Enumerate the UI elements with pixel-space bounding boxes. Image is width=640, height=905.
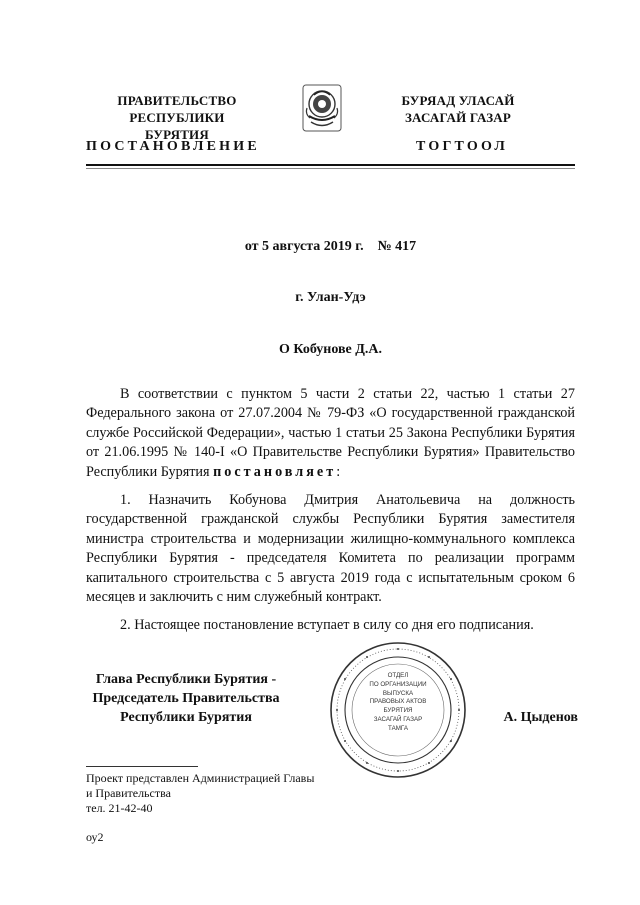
item-1-paragraph: 1. Назначить Кобунова Дмитрия Анатольевича на должность государственной гражданской службы Республики Бурятия заместителя министра строительства и модернизации жилищно-коммунального комплекса Республики Бурятия - председателя Комитета по реализации программ капитального строительства с 5 августа 2019 года с испытательным сроком 6 месяцев и заключить с ним служебный контракт. <box>86 492 575 606</box>
header-divider-thick <box>86 164 575 166</box>
preamble-text: В соответствии с пунктом 5 части 2 статьи 22, частью 1 статьи 27 Федерального закона от 27.07.2004 № 79-ФЗ «О государственной гражданской службе Российской Федерации», частью 1 статьи 25 Закона Республики Бурятия от 21.06.1995 № 140-I «О Правительстве Республики Бурятия» Правительство Республики Бурятия <box>86 386 575 480</box>
header-right-line1: БУРЯАД УЛАСАЙ <box>401 93 515 108</box>
footer-divider <box>86 766 198 767</box>
stamp-text-line: ТАМГА <box>388 724 408 732</box>
signatory-position <box>78 670 294 727</box>
item-2-paragraph: 2. Настоящее постановление вступает в силу со дня его подписания. <box>120 617 534 634</box>
footer-line1: Проект представлен Администрацией Главы <box>86 771 315 785</box>
footer-line2: и Правительства <box>86 786 171 800</box>
document-title: О Кобунове Д.А. <box>278 342 383 357</box>
stamp-text-line: ПРАВОВЫХ АКТОВ <box>369 698 427 706</box>
document-city: г. Улан-Удэ <box>295 290 366 305</box>
header-right-doc-type: ТОГТООЛ <box>416 139 509 154</box>
footer-notes <box>86 771 314 845</box>
header-right-org <box>378 92 538 126</box>
official-round-stamp <box>328 640 468 780</box>
header-left-org <box>96 92 258 143</box>
footer-phone: тел. 21-42-40 <box>86 801 153 815</box>
header-right-line2: ЗАСАГАЙ ГАЗАР <box>404 110 512 125</box>
stamp-text-line: ОТДЕЛ <box>387 672 409 679</box>
stamp-text-line: ПО ОРГАНИЗАЦИИ <box>369 680 427 688</box>
stamp-text-line: ВЫПУСКА <box>382 689 414 697</box>
preamble-colon: : <box>336 463 341 480</box>
preamble-decision-word: постановляет <box>213 463 337 480</box>
preamble-paragraph <box>86 385 575 482</box>
stamp-text-line: БУРЯТИЯ <box>383 707 413 715</box>
document-date-number: от 5 августа 2019 г. № 417 <box>244 239 417 254</box>
document-body <box>86 385 575 636</box>
header-divider-thin <box>86 168 575 169</box>
header-left-doc-type: ПОСТАНОВЛЕНИЕ <box>86 139 260 154</box>
signatory-position-line1: Глава Республики Бурятия - <box>95 672 277 687</box>
header-left-line2: РЕСПУБЛИКИ БУРЯТИЯ <box>129 110 225 142</box>
signatory-name: А. Цыденов <box>503 710 578 725</box>
header-left-line1: ПРАВИТЕЛЬСТВО <box>117 93 237 108</box>
coat-of-arms-emblem <box>301 84 343 132</box>
stamp-center-text <box>358 672 438 734</box>
stamp-text-line: ЗАСАГАЙ ГАЗАР <box>373 715 423 723</box>
footer-code: оу2 <box>86 830 104 844</box>
signatory-position-line2: Председатель Правительства <box>92 691 280 706</box>
signatory-position-line3: Республики Бурятия <box>120 710 252 725</box>
